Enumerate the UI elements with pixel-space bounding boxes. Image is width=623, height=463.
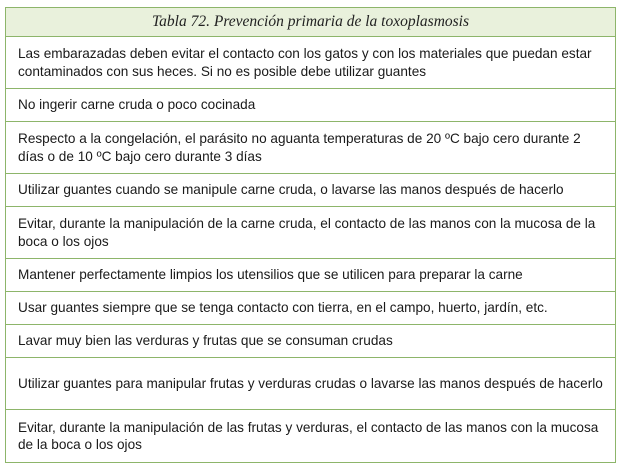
table-caption: Tabla 72. Prevención primaria de la toxoplasmosis — [6, 8, 615, 37]
table-row: Lavar muy bien las verduras y frutas que se consuman crudas — [6, 325, 615, 358]
table-row: Utilizar guantes para manipular frutas y verduras crudas o lavarse las manos después de hacerlo — [6, 358, 615, 410]
table-row: Mantener perfectamente limpios los utensilios que se utilicen para preparar la carne — [6, 259, 615, 292]
table-row: Utilizar guantes cuando se manipule carne cruda, o lavarse las manos después de hacerlo — [6, 174, 615, 207]
table-row: Usar guantes siempre que se tenga contacto con tierra, en el campo, huerto, jardín, etc. — [6, 292, 615, 325]
prevention-table — [5, 7, 616, 463]
table-row: Evitar, durante la manipulación de la carne cruda, el contacto de las manos con la mucosa de la boca o los ojos — [6, 207, 615, 259]
table-row: No ingerir carne cruda o poco cocinada — [6, 89, 615, 122]
table-row: Respecto a la congelación, el parásito no aguanta temperaturas de 20 ºC bajo cero durante 2 días o de 10 ºC bajo cero durante 3 días — [6, 122, 615, 174]
table-row: Las embarazadas deben evitar el contacto con los gatos y con los materiales que puedan estar contaminados con sus heces. Si no es posible debe utilizar guantes — [6, 37, 615, 89]
table-row: Evitar, durante la manipulación de las frutas y verduras, el contacto de las manos con la mucosa de la boca o los ojos — [18, 419, 599, 452]
